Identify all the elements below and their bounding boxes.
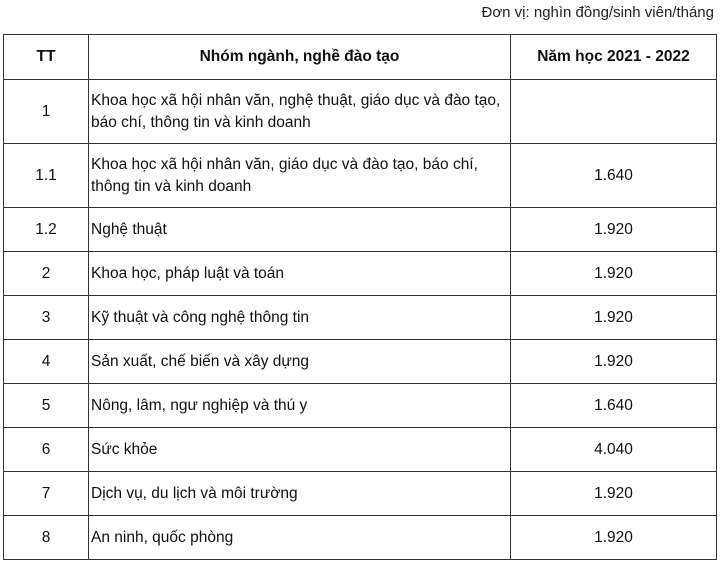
- row-tt: 1: [4, 80, 89, 144]
- row-fee: 1.920: [511, 252, 717, 296]
- row-fee: 1.920: [511, 296, 717, 340]
- table-row: [4, 80, 717, 144]
- row-group: Sản xuất, chế biến và xây dựng: [89, 340, 511, 384]
- unit-note: Đơn vị: nghìn đồng/sinh viên/tháng: [481, 4, 714, 21]
- row-group: Khoa học, pháp luật và toán: [89, 252, 511, 296]
- table-row: [4, 384, 717, 428]
- row-fee: 1.920: [511, 516, 717, 560]
- row-group: Nông, lâm, ngư nghiệp và thú y: [89, 384, 511, 428]
- row-group: Nghệ thuật: [89, 208, 511, 252]
- table-row: [4, 296, 717, 340]
- row-tt: 5: [4, 384, 89, 428]
- row-tt: 2: [4, 252, 89, 296]
- row-fee: 1.640: [511, 144, 717, 208]
- header-group: Nhóm ngành, nghề đào tạo: [89, 35, 511, 80]
- table-row: [4, 252, 717, 296]
- row-group: Sức khỏe: [89, 428, 511, 472]
- row-group: An ninh, quốc phòng: [89, 516, 511, 560]
- row-fee: 1.640: [511, 384, 717, 428]
- table-row: [4, 144, 717, 208]
- row-fee: 4.040: [511, 428, 717, 472]
- row-tt: 6: [4, 428, 89, 472]
- table-row: [4, 208, 717, 252]
- row-tt: 1.1: [4, 144, 89, 208]
- row-tt: 1.2: [4, 208, 89, 252]
- table-row: [4, 340, 717, 384]
- table-header-row: [4, 35, 717, 80]
- row-tt: 3: [4, 296, 89, 340]
- row-fee: 1.920: [511, 208, 717, 252]
- row-tt: 7: [4, 472, 89, 516]
- row-group: Khoa học xã hội nhân văn, nghệ thuật, giáo dục và đào tạo, báo chí, thông tin và kinh doanh: [89, 80, 511, 144]
- table-row: [4, 428, 717, 472]
- row-tt: 4: [4, 340, 89, 384]
- row-group: Khoa học xã hội nhân văn, giáo dục và đào tạo, báo chí, thông tin và kinh doanh: [89, 144, 511, 208]
- row-group: Kỹ thuật và công nghệ thông tin: [89, 296, 511, 340]
- row-tt: 8: [4, 516, 89, 560]
- row-fee: [511, 80, 717, 144]
- table-row: [4, 472, 717, 516]
- header-fee: Năm học 2021 - 2022: [511, 35, 717, 80]
- row-group: Dịch vụ, du lịch và môi trường: [89, 472, 511, 516]
- row-fee: 1.920: [511, 340, 717, 384]
- header-tt: TT: [4, 35, 89, 80]
- tuition-fee-table: [3, 34, 717, 560]
- table-row: [4, 516, 717, 560]
- row-fee: 1.920: [511, 472, 717, 516]
